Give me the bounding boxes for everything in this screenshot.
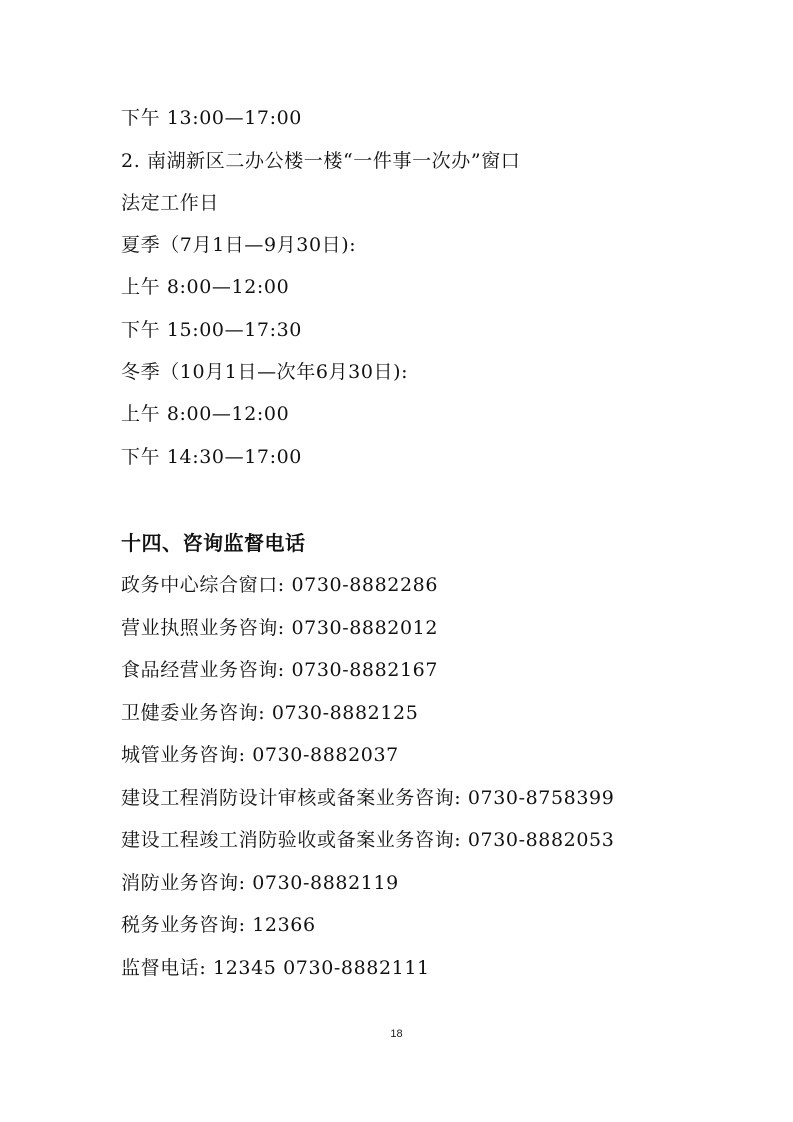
page-number: 18 (390, 1028, 403, 1040)
hours-line: 2. 南湖新区二办公楼一楼“一件事一次办”窗口 (121, 150, 521, 172)
contact-line: 营业执照业务咨询: 0730-8882012 (121, 617, 439, 639)
hours-line: 上午 8:00—12:00 (121, 276, 290, 298)
contact-line: 政务中心综合窗口: 0730-8882286 (121, 574, 439, 596)
hours-line: 下午 14:30—17:00 (121, 446, 302, 468)
contact-line: 税务业务咨询: 12366 (121, 914, 316, 936)
hours-line: 下午 15:00—17:30 (121, 319, 302, 341)
hours-line: 上午 8:00—12:00 (121, 403, 290, 425)
section-heading: 十四、咨询监督电话 (121, 531, 306, 555)
contact-line: 建设工程竣工消防验收或备案业务咨询: 0730-8882053 (121, 829, 615, 851)
hours-line: 冬季（10月1日—次年6月30日): (121, 361, 409, 383)
contact-line: 食品经营业务咨询: 0730-8882167 (121, 659, 439, 681)
contact-line: 消防业务咨询: 0730-8882119 (121, 872, 399, 894)
contact-line: 建设工程消防设计审核或备案业务咨询: 0730-8758399 (121, 787, 615, 809)
hours-line: 法定工作日 (121, 192, 220, 214)
contact-line: 城管业务咨询: 0730-8882037 (121, 744, 399, 766)
hours-line: 夏季（7月1日—9月30日): (121, 234, 357, 256)
hours-line: 下午 13:00—17:00 (121, 107, 302, 129)
contact-line: 监督电话: 12345 0730-8882111 (121, 957, 430, 979)
contact-line: 卫健委业务咨询: 0730-8882125 (121, 702, 419, 724)
